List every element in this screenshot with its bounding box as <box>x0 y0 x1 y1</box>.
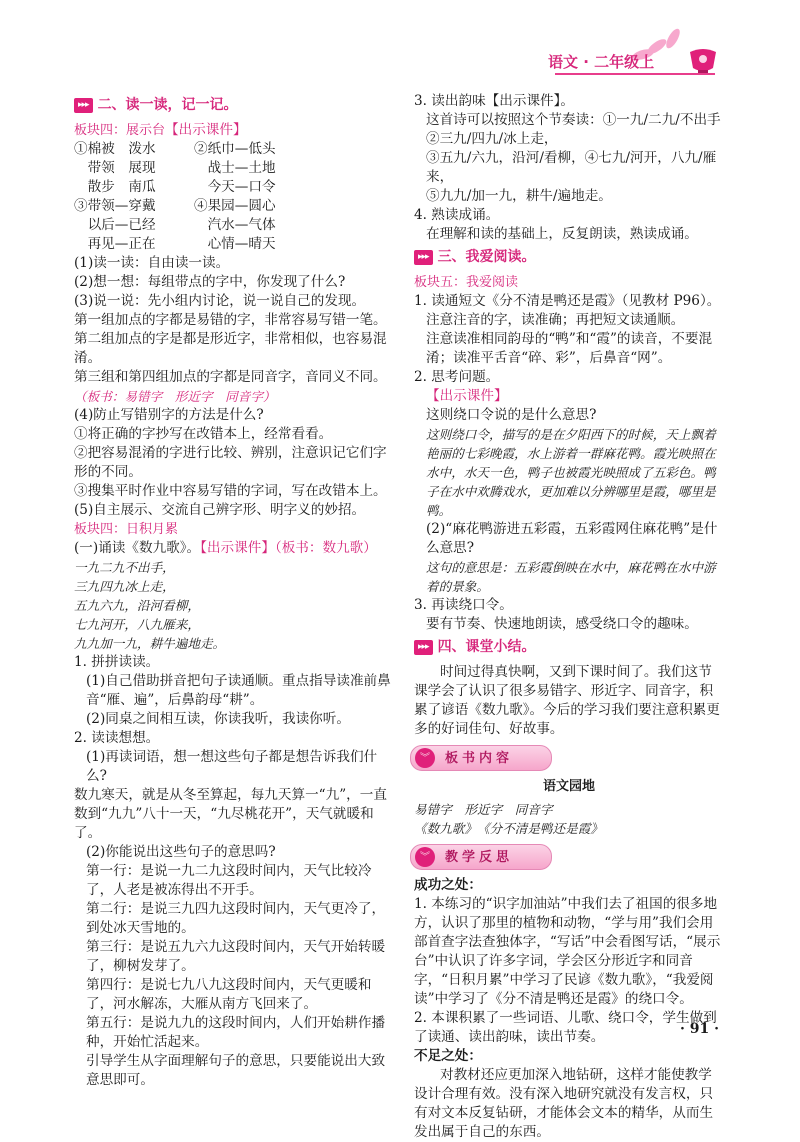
paragraph: (3)说一说：先小组内讨论，说一说自己的发现。 <box>74 293 366 309</box>
step-heading: 3. 读出韵味【出示课件】。 <box>414 93 575 109</box>
poem-line: 五九六九，沿河看柳， <box>74 598 200 613</box>
word-item: ④果园—圆心 <box>194 198 276 214</box>
word-item: ③带领—穿戴 <box>74 198 156 214</box>
paragraph: ③五九/六九，沿河/看柳，④七九/河开，八九/雁来， <box>426 150 717 185</box>
poem-line: 三九四九冰上走， <box>74 579 175 594</box>
courseware-tag: 【出示课件】（板书：数九歌） <box>200 540 377 556</box>
paragraph: 要有节奏、快速地朗读，感受绕口令的趣味。 <box>426 616 698 632</box>
courseware-tag: 【出示课件】 <box>426 388 508 404</box>
paragraph: 1. 读通短文《分不清是鸭还是霞》（见教材 P96）。 <box>414 293 721 309</box>
success-label: 成功之处： <box>414 877 482 893</box>
pot-icon <box>686 44 720 76</box>
paragraph: 第三组和第四组加点的字都是同音字，音同义不同。 <box>74 369 387 385</box>
word-item: 散步 南瓜 <box>74 179 156 195</box>
paragraph: 引导学生从字面理解句子的意思，只要能说出大致意思即可。 <box>86 1053 386 1088</box>
paragraph: (1)再读词语，想一想这些句子都是想告诉我们什么? <box>86 749 378 784</box>
poem-line: 九九加一九，耕牛遍地走。 <box>74 636 226 651</box>
block-title: 板块四：日积月累 <box>74 522 179 537</box>
paragraph: (5)自主展示、交流自己辨字形、明字义的妙招。 <box>74 502 366 518</box>
paragraph: 数九寒天，就是从冬至算起，每九天算一“九”，一直数到“九九”八十一天，“九尽桃花开”，天气就暖和了。 <box>74 787 387 841</box>
block-title: 板块四：展示台 <box>74 123 166 138</box>
page-header <box>0 0 800 80</box>
shortcoming-label: 不足之处： <box>414 1048 482 1064</box>
paragraph: 注意读准相同韵母的“鸭”和“霞”的读音，不要混淆；读准平舌音“碎、彩”，后鼻音“网”。 <box>426 331 713 366</box>
board-content-banner <box>410 745 552 771</box>
paragraph: (1)自己借助拼音把句子读通顺。重点指导读准前鼻音“雁、遍”，后鼻韵母“耕”。 <box>86 673 391 708</box>
board-title: 语文园地 <box>542 779 595 794</box>
paragraph: 注意注音的字，读准确；再把短文读通顺。 <box>426 312 685 328</box>
paragraph: 第一行：是说一九二九这段时间内，天气比较冷了，人老是被冻得出不开手。 <box>86 863 372 898</box>
paragraph: 第五行：是说九九的这段时间内，人们开始耕作播种，开始忙活起来。 <box>86 1015 386 1050</box>
step-heading: 4. 熟读成诵。 <box>414 207 500 223</box>
word-item: 汽水—气体 <box>194 217 276 233</box>
courseware-tag: 【出示课件】 <box>165 122 247 138</box>
paragraph: (2)同桌之间相互读，你读我听，我读你听。 <box>86 711 350 727</box>
paragraph: 第二组加点的字是都是形近字，非常相似，也容易混淆。 <box>74 331 387 366</box>
section-heading <box>414 248 724 267</box>
paragraph: 2. 本课积累了一些词语、儿歌、绕口令，学生做到了读通、读出韵味，读出节奏。 <box>414 1010 717 1045</box>
word-item: 战士—土地 <box>194 160 276 176</box>
paragraph: ②三九/四九/冰上走， <box>426 131 558 147</box>
arrow-icon: ▸▸▸ <box>414 250 433 265</box>
step-heading: 3. 再读绕口令。 <box>414 597 513 613</box>
arrow-icon: ▸▸▸ <box>74 98 93 113</box>
banner-label: 教学反思 <box>445 849 514 865</box>
word-item: 今天—口令 <box>194 179 276 195</box>
paragraph: 第二行：是说三九四九这段时间内，天气更冷了，到处冰天雪地的。 <box>86 901 386 936</box>
word-item: 再见—正在 <box>74 236 156 252</box>
word-item: ②纸巾—低头 <box>194 141 276 157</box>
paragraph: 这首诗可以按照这个节奏读：①一九/二九/不出手 <box>426 112 721 128</box>
paragraph: 对教材还应更加深入地钻研，这样才能使教学设计合理有效。没有深入地研究就没有发言权，只有对文本反复钻研，才能体会文本的精华，从而生发出属于自己的东西。 <box>414 1067 714 1140</box>
board-note: （板书：易错字 形近字 同音字） <box>74 389 276 404</box>
answer: 这句的意思是：五彩霞倒映在水中，麻花鸭在水中游着的景象。 <box>426 560 716 594</box>
chevron-down-icon: ︾ <box>415 748 435 768</box>
board-row: 易错字 形近字 同音字 <box>414 802 553 817</box>
section-title: 四、课堂小结。 <box>437 639 536 655</box>
page-number: · 91 · <box>680 1021 719 1037</box>
reflection-banner <box>410 844 552 870</box>
question: 这则绕口令说的是什么意思? <box>426 407 597 423</box>
paragraph: 第四行：是说七九八九这段时间内，天气更暖和了，河水解冻，大雁从南方飞回来了。 <box>86 977 372 1012</box>
step-heading: 2. 思考问题。 <box>414 369 500 385</box>
paragraph: (2)想一想：每组带点的字中，你发现了什么? <box>74 274 346 290</box>
step-heading: 1. 拼拼读读。 <box>74 654 160 670</box>
arrow-icon: ▸▸▸ <box>414 640 433 655</box>
header-title: 语文 · 二年级上 <box>548 53 655 71</box>
paragraph: (2)你能说出这些句子的意思吗? <box>86 844 276 860</box>
section-title: 三、我爱阅读。 <box>437 249 536 265</box>
paragraph: 1. 本练习的“识字加油站”中我们去了祖国的很多地方，认识了那里的植物和动物，“学与用”我们会用部首查字法查独体字，“写话”中会看图写话，“展示台”中认识了许多字词，学会区分形近字和同音字，“日积月累”中学习了民谚《数九歌》，“我爱阅读”中学习了《分不清是鸭还是霞》的绕口令。 <box>414 896 721 1007</box>
paragraph: 第一组加点的字都是易错的字，非常容易写错一笔。 <box>74 312 387 328</box>
poem <box>74 558 392 653</box>
section-heading <box>414 638 724 657</box>
paragraph: 第三行：是说五九六九这段时间内，天气开始转暖了，柳树发芽了。 <box>86 939 386 974</box>
poem-line: 一九二九不出手， <box>74 560 175 575</box>
section-heading <box>74 96 392 115</box>
header-rule <box>555 73 715 75</box>
petal-icon <box>664 27 683 51</box>
banner-label: 板书内容 <box>445 750 514 766</box>
block-title: 板块五：我爱阅读 <box>414 275 519 290</box>
paragraph: 在理解和读的基础上，反复朗读，熟读成诵。 <box>426 226 698 242</box>
word-item: 以后—已经 <box>74 217 156 233</box>
right-column <box>414 92 724 1142</box>
question: (2)“麻花鸭游进五彩霞，五彩霞网住麻花鸭”是什么意思? <box>426 521 718 556</box>
paragraph: ③搜集平时作业中容易写错的字词，写在改错本上。 <box>74 483 387 499</box>
chevron-down-icon: ︾ <box>415 847 435 867</box>
word-item: 带领 展现 <box>74 160 156 176</box>
word-list <box>74 140 392 254</box>
paragraph: ②把容易混淆的字进行比较、辨别，注意识记它们字形的不同。 <box>74 445 387 480</box>
answer: 这则绕口令，描写的是在夕阳西下的时候，天上飘着艳丽的七彩晚霞，水上游着一群麻花鸭。霞光映照在水中，水天一色，鸭子也被霞光映照成了五彩色。鸭子在水中欢腾戏水，更加难以分辨哪里是霞，哪里是鸭。 <box>426 427 716 518</box>
paragraph: ①将正确的字抄写在改错本上，经常看看。 <box>74 426 333 442</box>
paragraph: (4)防止写错别字的方法是什么? <box>74 407 264 423</box>
section-title: 二、读一读，记一记。 <box>97 97 238 113</box>
paragraph: ⑤九九/加一九，耕牛/遍地走。 <box>426 188 612 204</box>
left-column <box>74 92 392 1090</box>
word-item: ①棉被 泼水 <box>74 141 156 157</box>
paragraph: (1)读一读：自由读一读。 <box>74 255 230 271</box>
word-item: 心情—晴天 <box>194 236 276 252</box>
poem-line: 七九河开，八九雁来， <box>74 617 200 632</box>
recite-heading: (一)诵读《数九歌》。 <box>74 540 201 556</box>
board-row: 《数九歌》 《分不清是鸭还是霞》 <box>414 821 603 836</box>
step-heading: 2. 读读想想。 <box>74 730 160 746</box>
summary-paragraph: 时间过得真快啊，又到下课时间了。我们这节课学会了认识了很多易错字、形近字、同音字，积累了谚语《数九歌》。今后的学习我们要注意积累更多的好词佳句、好故事。 <box>414 664 720 737</box>
